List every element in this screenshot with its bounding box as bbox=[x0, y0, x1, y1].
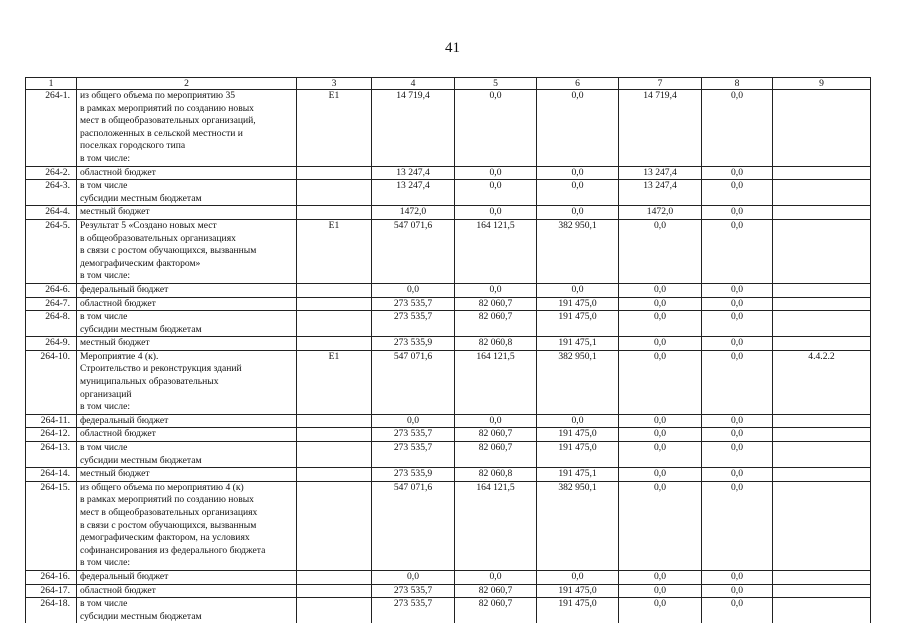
value-col8: 0,0 bbox=[702, 219, 773, 283]
value-col8: 0,0 bbox=[702, 414, 773, 428]
value-col4: 0,0 bbox=[372, 283, 455, 297]
value-col7: 0,0 bbox=[619, 598, 702, 624]
row-description: областной бюджет bbox=[77, 297, 297, 311]
value-col9 bbox=[773, 468, 871, 482]
value-col9: 4.4.2.2 bbox=[773, 350, 871, 414]
row-description: федеральный бюджет bbox=[77, 570, 297, 584]
value-col9 bbox=[773, 297, 871, 311]
row-code bbox=[297, 570, 372, 584]
table-row bbox=[26, 442, 871, 468]
column-header: 5 bbox=[455, 78, 537, 90]
value-col4: 273 535,7 bbox=[372, 297, 455, 311]
value-col6: 0,0 bbox=[537, 180, 619, 206]
value-col7: 0,0 bbox=[619, 297, 702, 311]
table-row bbox=[26, 414, 871, 428]
row-description: из общего объема по мероприятию 4 (к) в рамках мероприятий по созданию новых мест в общеобразовательных организациях в связи с ростом обучающихся, вызванным демографическим фактором, на условиях софинансирования из федерального бюджета в том числе: bbox=[77, 481, 297, 570]
value-col7: 0,0 bbox=[619, 428, 702, 442]
row-number: 264-15. bbox=[26, 481, 77, 570]
row-code bbox=[297, 206, 372, 220]
value-col7: 0,0 bbox=[619, 481, 702, 570]
row-number: 264-18. bbox=[26, 598, 77, 624]
value-col5: 0,0 bbox=[455, 166, 537, 180]
value-col4: 14 719,4 bbox=[372, 90, 455, 167]
value-col7: 1472,0 bbox=[619, 206, 702, 220]
row-number: 264-12. bbox=[26, 428, 77, 442]
value-col7: 0,0 bbox=[619, 468, 702, 482]
value-col8: 0,0 bbox=[702, 481, 773, 570]
value-col6: 191 475,1 bbox=[537, 468, 619, 482]
value-col8: 0,0 bbox=[702, 283, 773, 297]
row-number: 264-5. bbox=[26, 219, 77, 283]
row-code bbox=[297, 297, 372, 311]
column-header: 6 bbox=[537, 78, 619, 90]
value-col9 bbox=[773, 481, 871, 570]
value-col7: 0,0 bbox=[619, 570, 702, 584]
value-col5: 0,0 bbox=[455, 206, 537, 220]
row-number: 264-14. bbox=[26, 468, 77, 482]
value-col7: 0,0 bbox=[619, 414, 702, 428]
row-description: местный бюджет bbox=[77, 206, 297, 220]
row-description: местный бюджет bbox=[77, 468, 297, 482]
value-col6: 382 950,1 bbox=[537, 219, 619, 283]
value-col5: 0,0 bbox=[455, 414, 537, 428]
table-row bbox=[26, 180, 871, 206]
row-code bbox=[297, 166, 372, 180]
value-col9 bbox=[773, 311, 871, 337]
value-col4: 273 535,7 bbox=[372, 428, 455, 442]
row-description: областной бюджет bbox=[77, 584, 297, 598]
value-col9 bbox=[773, 598, 871, 624]
value-col5: 0,0 bbox=[455, 570, 537, 584]
row-code bbox=[297, 428, 372, 442]
value-col9 bbox=[773, 414, 871, 428]
value-col8: 0,0 bbox=[702, 468, 773, 482]
value-col9 bbox=[773, 570, 871, 584]
value-col6: 0,0 bbox=[537, 414, 619, 428]
row-description: из общего объема по мероприятию 35 в рамках мероприятий по созданию новых мест в общеобразовательных организаций, расположенных в сельской местности и поселках городского типа в том числе: bbox=[77, 90, 297, 167]
row-description: Результат 5 «Создано новых мест в общеобразовательных организациях в связи с ростом обучающихся, вызванным демографическим фактором» в том числе: bbox=[77, 219, 297, 283]
row-code bbox=[297, 598, 372, 624]
value-col4: 273 535,7 bbox=[372, 584, 455, 598]
value-col4: 547 071,6 bbox=[372, 219, 455, 283]
value-col6: 0,0 bbox=[537, 90, 619, 167]
value-col9 bbox=[773, 219, 871, 283]
value-col8: 0,0 bbox=[702, 570, 773, 584]
value-col5: 82 060,7 bbox=[455, 428, 537, 442]
value-col8: 0,0 bbox=[702, 598, 773, 624]
value-col8: 0,0 bbox=[702, 584, 773, 598]
value-col4: 273 535,7 bbox=[372, 311, 455, 337]
table-row bbox=[26, 570, 871, 584]
value-col7: 0,0 bbox=[619, 219, 702, 283]
row-code bbox=[297, 311, 372, 337]
value-col8: 0,0 bbox=[702, 297, 773, 311]
row-number: 264-3. bbox=[26, 180, 77, 206]
page-number: 41 bbox=[445, 40, 460, 56]
value-col5: 164 121,5 bbox=[455, 350, 537, 414]
value-col9 bbox=[773, 180, 871, 206]
value-col5: 82 060,8 bbox=[455, 468, 537, 482]
table-row bbox=[26, 350, 871, 414]
value-col6: 191 475,0 bbox=[537, 598, 619, 624]
row-number: 264-8. bbox=[26, 311, 77, 337]
column-header: 9 bbox=[773, 78, 871, 90]
value-col9 bbox=[773, 206, 871, 220]
value-col8: 0,0 bbox=[702, 311, 773, 337]
value-col9 bbox=[773, 442, 871, 468]
row-code bbox=[297, 414, 372, 428]
value-col6: 191 475,0 bbox=[537, 297, 619, 311]
value-col4: 273 535,7 bbox=[372, 442, 455, 468]
value-col5: 0,0 bbox=[455, 90, 537, 167]
value-col5: 82 060,7 bbox=[455, 297, 537, 311]
row-description: федеральный бюджет bbox=[77, 283, 297, 297]
column-header: 1 bbox=[26, 78, 77, 90]
row-number: 264-17. bbox=[26, 584, 77, 598]
value-col6: 0,0 bbox=[537, 206, 619, 220]
value-col5: 0,0 bbox=[455, 283, 537, 297]
table-row bbox=[26, 598, 871, 624]
value-col9 bbox=[773, 166, 871, 180]
row-description: областной бюджет bbox=[77, 428, 297, 442]
value-col4: 13 247,4 bbox=[372, 180, 455, 206]
table-row bbox=[26, 428, 871, 442]
value-col4: 273 535,9 bbox=[372, 468, 455, 482]
row-description: в том числе субсидии местным бюджетам bbox=[77, 598, 297, 624]
value-col5: 0,0 bbox=[455, 180, 537, 206]
row-number: 264-13. bbox=[26, 442, 77, 468]
row-description: Мероприятие 4 (к). Строительство и реконструкция зданий муниципальных образовательных организаций в том числе: bbox=[77, 350, 297, 414]
value-col8: 0,0 bbox=[702, 206, 773, 220]
value-col9 bbox=[773, 90, 871, 167]
value-col4: 1472,0 bbox=[372, 206, 455, 220]
row-code bbox=[297, 442, 372, 468]
value-col6: 0,0 bbox=[537, 570, 619, 584]
value-col8: 0,0 bbox=[702, 442, 773, 468]
table-row bbox=[26, 283, 871, 297]
column-header: 4 bbox=[372, 78, 455, 90]
value-col9 bbox=[773, 428, 871, 442]
table-header-row bbox=[26, 78, 871, 90]
value-col8: 0,0 bbox=[702, 337, 773, 351]
budget-table bbox=[25, 77, 871, 623]
value-col8: 0,0 bbox=[702, 180, 773, 206]
value-col5: 164 121,5 bbox=[455, 219, 537, 283]
value-col4: 273 535,9 bbox=[372, 337, 455, 351]
value-col4: 547 071,6 bbox=[372, 481, 455, 570]
value-col7: 0,0 bbox=[619, 442, 702, 468]
value-col5: 82 060,7 bbox=[455, 584, 537, 598]
row-code bbox=[297, 337, 372, 351]
table-row bbox=[26, 481, 871, 570]
row-description: в том числе субсидии местным бюджетам bbox=[77, 442, 297, 468]
value-col6: 191 475,0 bbox=[537, 428, 619, 442]
value-col8: 0,0 bbox=[702, 90, 773, 167]
value-col6: 0,0 bbox=[537, 283, 619, 297]
row-number: 264-6. bbox=[26, 283, 77, 297]
row-number: 264-7. bbox=[26, 297, 77, 311]
row-description: в том числе субсидии местным бюджетам bbox=[77, 311, 297, 337]
value-col7: 13 247,4 bbox=[619, 180, 702, 206]
value-col5: 164 121,5 bbox=[455, 481, 537, 570]
value-col6: 191 475,0 bbox=[537, 442, 619, 468]
table-row bbox=[26, 166, 871, 180]
value-col8: 0,0 bbox=[702, 350, 773, 414]
column-header: 7 bbox=[619, 78, 702, 90]
value-col7: 0,0 bbox=[619, 350, 702, 414]
row-number: 264-1. bbox=[26, 90, 77, 167]
value-col6: 382 950,1 bbox=[537, 350, 619, 414]
value-col4: 0,0 bbox=[372, 414, 455, 428]
row-number: 264-9. bbox=[26, 337, 77, 351]
table-row bbox=[26, 311, 871, 337]
value-col4: 13 247,4 bbox=[372, 166, 455, 180]
value-col4: 547 071,6 bbox=[372, 350, 455, 414]
row-description: местный бюджет bbox=[77, 337, 297, 351]
table-row bbox=[26, 206, 871, 220]
value-col7: 14 719,4 bbox=[619, 90, 702, 167]
value-col7: 0,0 bbox=[619, 584, 702, 598]
value-col9 bbox=[773, 584, 871, 598]
value-col6: 191 475,1 bbox=[537, 337, 619, 351]
value-col5: 82 060,8 bbox=[455, 337, 537, 351]
value-col7: 0,0 bbox=[619, 337, 702, 351]
row-code: Е1 bbox=[297, 219, 372, 283]
table-row bbox=[26, 90, 871, 167]
value-col6: 0,0 bbox=[537, 166, 619, 180]
row-number: 264-10. bbox=[26, 350, 77, 414]
row-number: 264-11. bbox=[26, 414, 77, 428]
table-row bbox=[26, 337, 871, 351]
value-col5: 82 060,7 bbox=[455, 442, 537, 468]
value-col5: 82 060,7 bbox=[455, 598, 537, 624]
row-number: 264-4. bbox=[26, 206, 77, 220]
value-col9 bbox=[773, 337, 871, 351]
value-col8: 0,0 bbox=[702, 428, 773, 442]
row-code bbox=[297, 481, 372, 570]
table-row bbox=[26, 468, 871, 482]
column-header: 3 bbox=[297, 78, 372, 90]
row-code: Е1 bbox=[297, 350, 372, 414]
value-col5: 82 060,7 bbox=[455, 311, 537, 337]
value-col7: 13 247,4 bbox=[619, 166, 702, 180]
value-col8: 0,0 bbox=[702, 166, 773, 180]
row-description: в том числе субсидии местным бюджетам bbox=[77, 180, 297, 206]
value-col4: 273 535,7 bbox=[372, 598, 455, 624]
value-col6: 191 475,0 bbox=[537, 584, 619, 598]
column-header: 2 bbox=[77, 78, 297, 90]
table-row bbox=[26, 219, 871, 283]
row-code: Е1 bbox=[297, 90, 372, 167]
row-number: 264-2. bbox=[26, 166, 77, 180]
value-col6: 191 475,0 bbox=[537, 311, 619, 337]
table-row bbox=[26, 584, 871, 598]
value-col6: 382 950,1 bbox=[537, 481, 619, 570]
row-number: 264-16. bbox=[26, 570, 77, 584]
row-code bbox=[297, 584, 372, 598]
row-description: федеральный бюджет bbox=[77, 414, 297, 428]
row-code bbox=[297, 180, 372, 206]
value-col9 bbox=[773, 283, 871, 297]
value-col7: 0,0 bbox=[619, 283, 702, 297]
row-description: областной бюджет bbox=[77, 166, 297, 180]
column-header: 8 bbox=[702, 78, 773, 90]
value-col4: 0,0 bbox=[372, 570, 455, 584]
table-row bbox=[26, 297, 871, 311]
row-code bbox=[297, 468, 372, 482]
row-code bbox=[297, 283, 372, 297]
value-col7: 0,0 bbox=[619, 311, 702, 337]
